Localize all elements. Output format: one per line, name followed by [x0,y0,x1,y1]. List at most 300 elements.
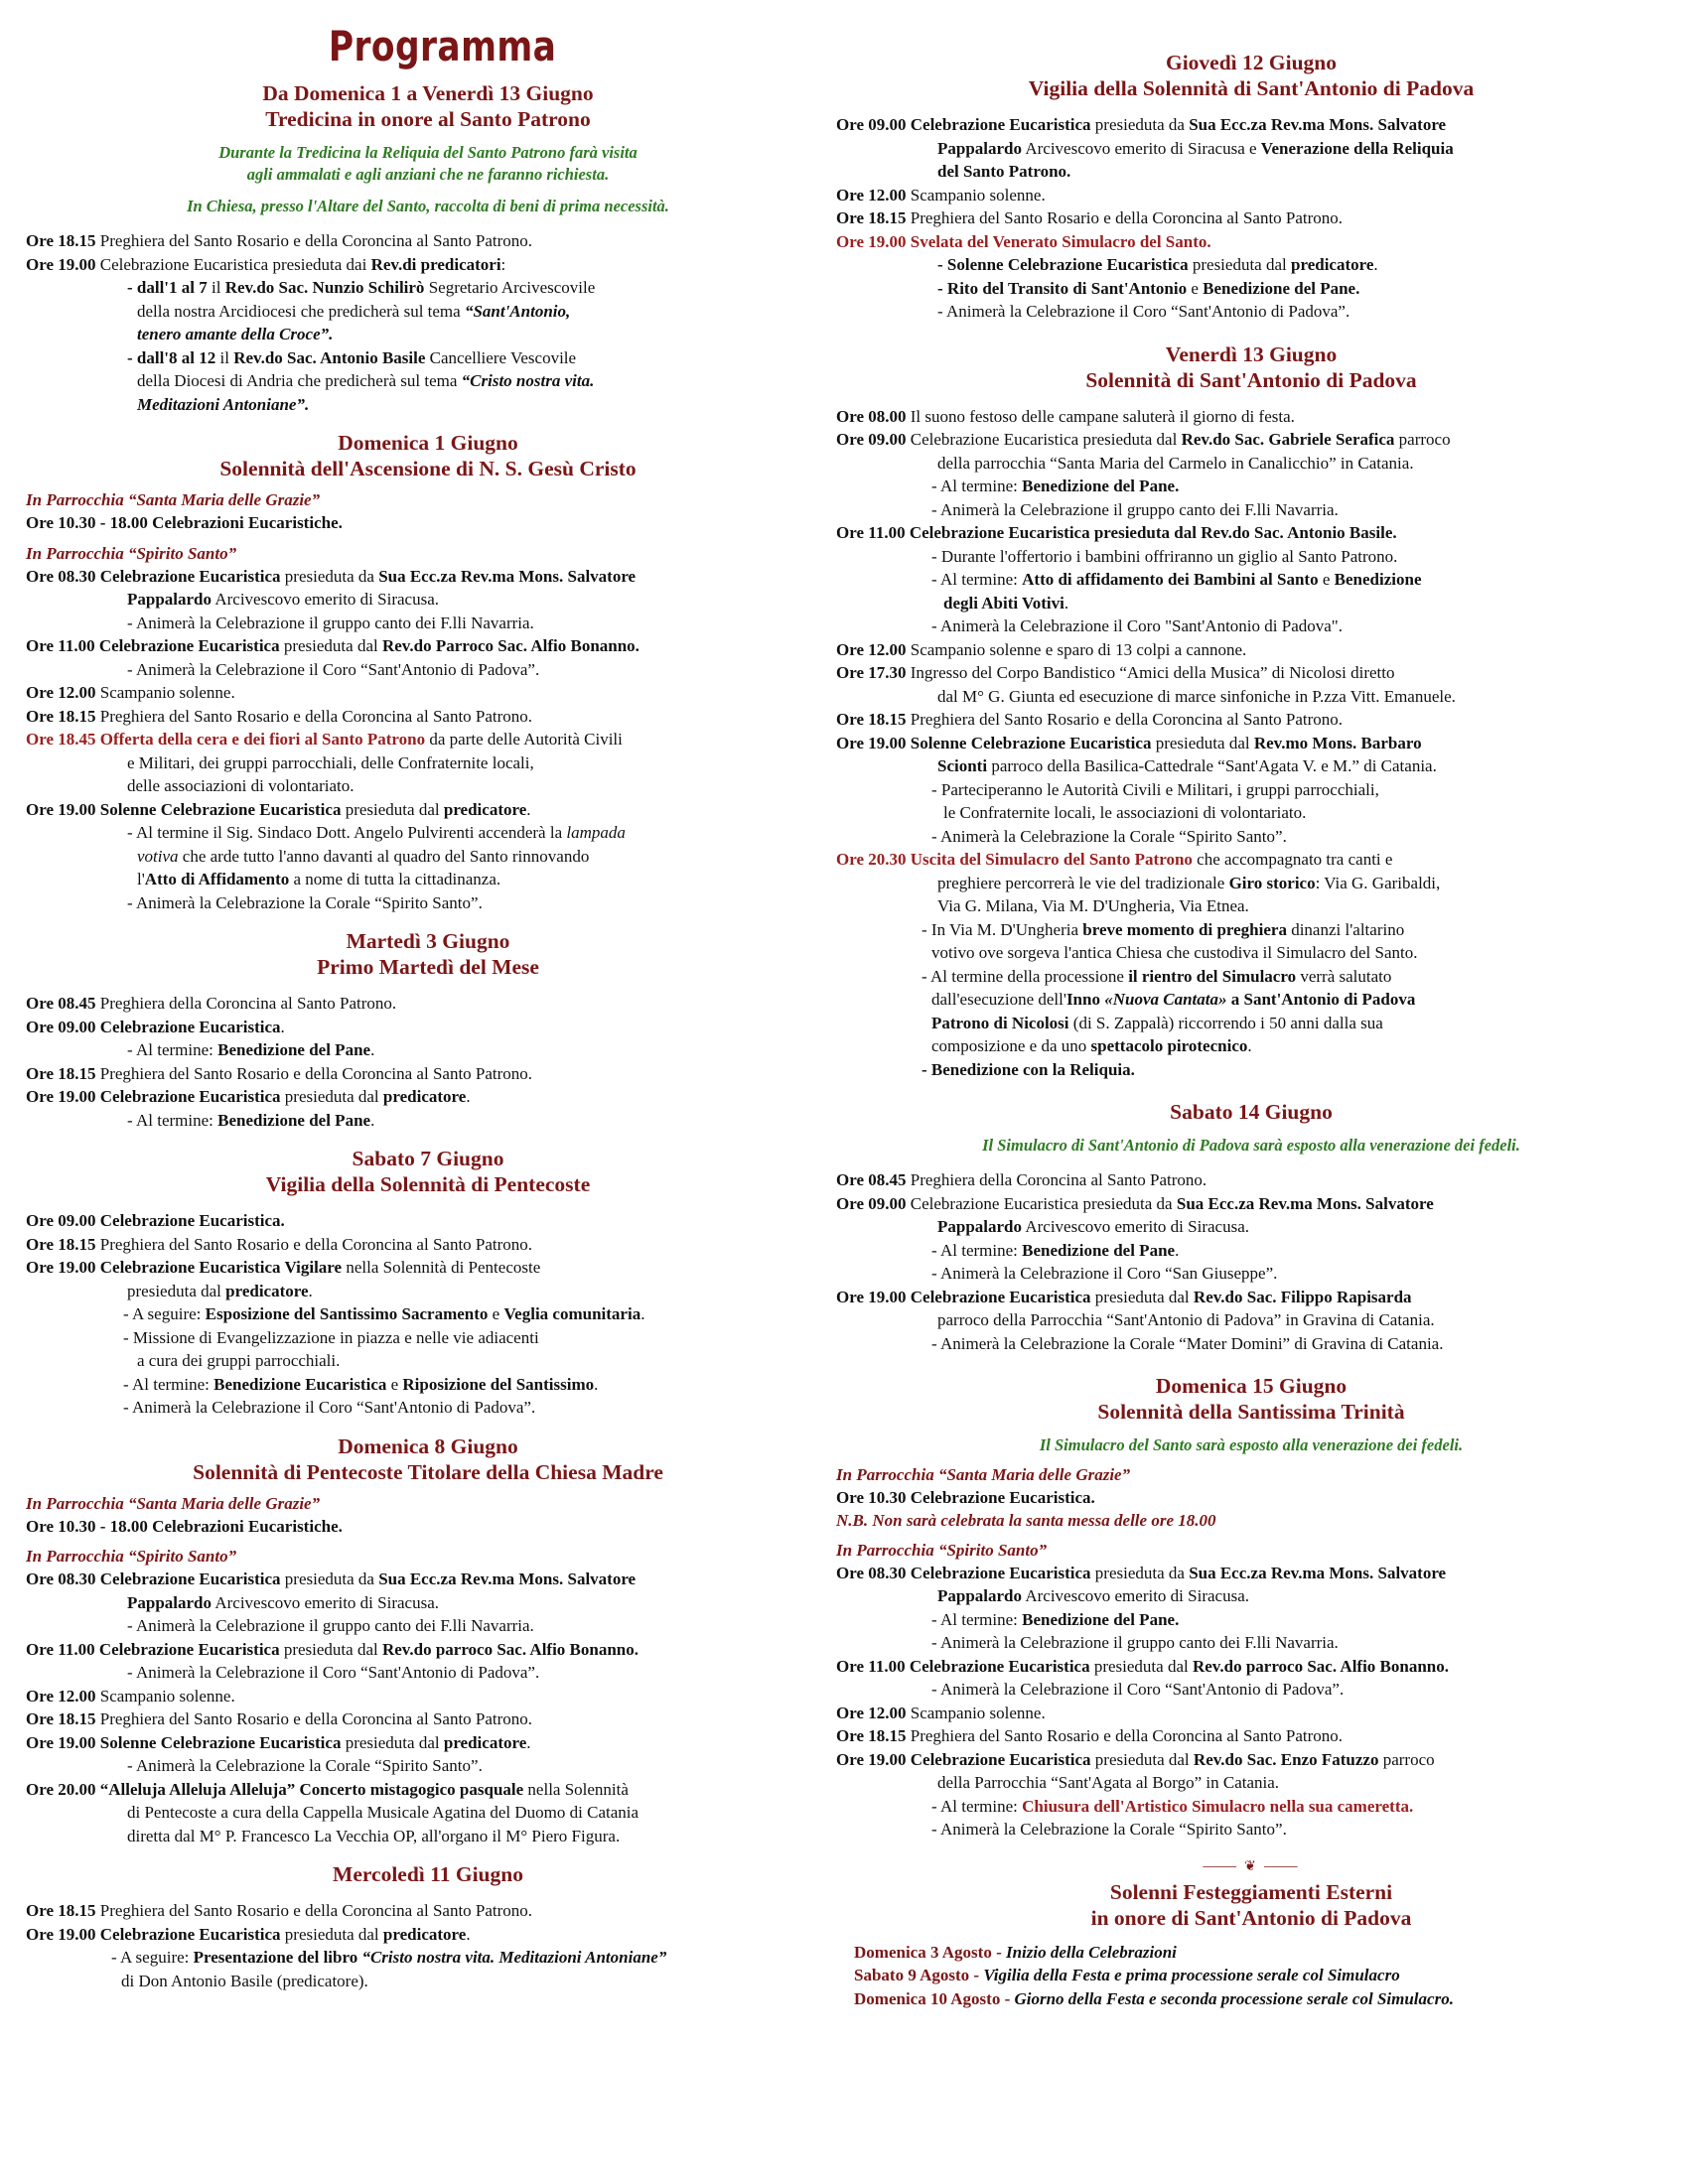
schedule-text: Arcivescovo emerito di Siracusa. [214,1592,439,1612]
schedule-item: Via G. Milana, Via M. D'Ungheria, Via Etnea. [937,896,1249,915]
time-label: Ore 08.30 [26,1570,96,1588]
schedule-item: - Animerà la Celebrazione la Corale “Spirito Santo”. [931,826,1287,846]
section-heading: Mercoledì 11 Giugno [333,1862,523,1886]
schedule-text: - In Via M. D'Ungheria [922,919,1078,939]
schedule-text: Patrono di Nicolosi [931,1013,1069,1032]
schedule-text: Veglia comunitaria [503,1304,641,1323]
schedule-item [836,965,1666,989]
parish-label: In Parrocchia “Spirito Santo” [26,543,237,563]
event-item [836,1941,1666,1965]
schedule-item [836,1215,1666,1239]
note-line: Durante la Tredicina la Reliquia del Santo Patrono farà visita [218,143,638,162]
time-label: Ore 08.30 [26,566,96,586]
parish-label: In Parrocchia “Santa Maria delle Grazie” [26,490,321,509]
schedule-item: parroco della Parrocchia “Sant'Antonio di Padova” in Gravina di Catania. [937,1310,1435,1329]
schedule-text: e [492,1304,500,1323]
schedule-text: Preghiera del Santo Rosario e della Coroncina al Santo Patrono. [99,1901,533,1920]
page-title: Programma [328,22,557,70]
section-sabato-7-giugno [26,1146,830,1420]
schedule-text: presieduta da [1094,115,1185,134]
schedule-item [26,1707,830,1731]
schedule-text: parroco [1398,430,1451,449]
time-label: Ore 08.45 [26,994,96,1013]
schedule-text: Celebrazione Eucaristica [98,1639,280,1659]
schedule-text: predicatore [443,799,527,819]
time-label: Ore 12.00 [836,639,907,659]
schedule-text: Preghiera del Santo Rosario e della Coroncina al Santo Patrono. [910,208,1344,227]
schedule-text: della Diocesi di Andria che predicherà sul tema [137,371,458,390]
schedule-item [836,475,1666,498]
schedule-list [26,1899,830,1992]
time-label: Ore 08.45 [836,1170,907,1189]
schedule-text: presieduta da [284,1570,374,1588]
schedule-item: composizione e da uno spettacolo pirotecnico. [931,1036,1252,1055]
schedule-item: Meditazioni Antoniane”. [137,394,310,414]
schedule-text: - Al termine della processione [922,966,1124,986]
schedule-text: Celebrazione Eucaristica. [99,1211,285,1230]
schedule-item [836,1192,1666,1216]
note-text: Il Simulacro del Santo sarà esposto alla venerazione dei fedeli. [1039,1435,1464,1454]
schedule-text: votiva [137,846,179,866]
schedule-item [26,1685,830,1708]
schedule-text: Rev.do Sac. Nunzio Schilirò [224,278,425,297]
time-label: Ore 18.15 [26,1709,96,1728]
schedule-text: Scampanio solenne. [99,683,235,702]
schedule-item: Ore 19.00 Solenne Celebrazione Eucaristica presieduta dal predicatore. [26,799,531,819]
schedule-text: Pappalardo [937,1217,1023,1236]
schedule-item [26,1062,830,1086]
schedule-item [836,1012,1666,1035]
section-heading: Solenni Festeggiamenti Esterni [1109,1879,1393,1904]
schedule-text: - Al termine: [123,1374,210,1394]
schedule-item [836,568,1666,592]
schedule-text: Celebrazione Eucaristica presieduta dai [99,254,367,274]
schedule-text: presieduta da [284,566,374,586]
schedule-text: Rev.do Sac. Enzo Fatuzzo [1193,1749,1379,1769]
schedule-item: votivo ove sorgeva l'antica Chiesa che custodiva il Simulacro del Santo. [931,943,1418,962]
schedule-text: Celebrazione Eucaristica. [910,1488,1095,1507]
schedule-text: Pappalardo [127,1592,213,1612]
schedule-item [836,184,1666,207]
schedule-item [26,1256,830,1280]
time-label: Ore 19.00 [26,1087,96,1106]
time-label: Ore 19.00 [836,1287,907,1306]
schedule-item: - Animerà la Celebrazione il gruppo canto dei F.lli Navarria. [127,613,534,632]
time-label: Ore 10.30 - 18.00 [26,513,148,532]
schedule-item: - Animerà la Celebrazione il gruppo canto dei F.lli Navarria. [931,499,1339,519]
schedule-item: Ore 19.00 Celebrazione Eucaristica presieduta dai Rev.di predicatori: [26,254,506,274]
section-venerdi-13-giugno [836,341,1666,1082]
schedule-text: Preghiera del Santo Rosario e della Coroncina al Santo Patrono. [99,1709,533,1728]
note-text: Il Simulacro di Sant'Antonio di Padova sarà esposto alla venerazione dei fedeli. [982,1136,1520,1155]
schedule-item [836,661,1666,685]
schedule-text: Benedizione del Pane [217,1110,371,1130]
left-column [26,22,830,1992]
time-label: Ore 11.00 [836,523,906,542]
schedule-text: Celebrazione Eucaristica [910,1287,1091,1306]
schedule-item [26,868,830,891]
schedule-item: della parrocchia “Santa Maria del Carmelo in Canalicchio” in Catania. [937,453,1414,473]
section-heading: Domenica 15 Giugno [1155,1374,1348,1398]
event-date: Sabato 9 Agosto - [854,1966,980,1984]
schedule-item: diretta dal M° P. Francesco La Vecchia OP, all'organo il M° Piero Figura. [127,1826,621,1845]
schedule-item: - Al termine: Benedizione del Pane. [931,1240,1180,1260]
time-label: Ore 09.00 [836,430,907,449]
section-giovedi-12-giugno [836,50,1666,324]
schedule-text: Rev.do parroco Sac. Alfio Bonanno. [381,1639,639,1659]
schedule-item: - Animerà la Celebrazione il Coro “San Giuseppe”. [931,1264,1278,1283]
schedule-item: - Animerà la Celebrazione il Coro “Sant'Antonio di Padova”. [931,1680,1345,1699]
schedule-item [26,300,830,324]
schedule-text: presieduta dal [1192,255,1287,274]
schedule-item: delle associazioni di volontariato. [127,776,355,795]
section-subheading: Solennità di Sant'Antonio di Padova [1085,367,1417,392]
schedule-item [26,1946,830,1970]
time-label: Ore 11.00 [26,636,95,655]
event-item [836,1987,1666,2011]
schedule-item: - Durante l'offertorio i bambini offriranno un giglio al Santo Patrono. [931,546,1398,566]
schedule-text: Arcivescovo emerito di Siracusa. [214,590,439,609]
schedule-text: il [212,278,221,297]
schedule-item: - Animerà la Celebrazione il Coro “Sant'Antonio di Padova”. [123,1398,536,1417]
schedule-item: - Animerà la Celebrazione la Corale “Spirito Santo”. [127,892,483,912]
section-heading: Domenica 1 Giugno [338,431,518,455]
schedule-text: presieduta dal [345,799,440,819]
schedule-item: del Santo Patrono. [937,162,1071,181]
schedule-item: Ore 19.00 Celebrazione Eucaristica presieduta dal predicatore. [26,1924,471,1944]
schedule-text: - A seguire: [111,1948,190,1967]
section-tredicina [26,80,830,416]
schedule-text: preghiere percorrerà le vie del tradizionale [937,873,1225,892]
schedule-text: presieduta dal [345,1732,440,1752]
schedule-text: Celebrazione Eucaristica [99,1570,281,1588]
schedule-text: - Al termine: [931,477,1018,495]
schedule-item [26,1568,830,1591]
schedule-item [836,230,1666,254]
schedule-text: Arcivescovo emerito di Siracusa. [1025,1217,1249,1236]
schedule-text: presieduta da [1094,1563,1185,1582]
parish-label: In Parrocchia “Santa Maria delle Grazie” [26,1493,321,1513]
schedule-text: Scampanio solenne e sparo di 13 colpi a cannone. [910,639,1247,659]
schedule-text: Celebrazione Eucaristica [910,1563,1091,1582]
time-label: Ore 19.00 [26,1732,96,1752]
nb-note: N.B. Non sarà celebrata la santa messa delle ore 18.00 [836,1510,1216,1530]
schedule-text: Benedizione del Pane [1022,1240,1176,1260]
schedule-text: degli Abiti Votivi [943,593,1064,613]
section-heading: Sabato 14 Giugno [1170,1100,1333,1124]
time-label: Ore 20.30 [836,850,907,869]
schedule-item [836,872,1666,895]
time-label: Ore 12.00 [836,1703,907,1722]
schedule-text: “Sant'Antonio, [464,301,571,321]
schedule-text: - Al termine: [931,570,1018,589]
event-item [836,1964,1666,1987]
schedule-text: Celebrazione Eucaristica [98,636,280,655]
schedule-item [26,1233,830,1257]
parish-label: In Parrocchia “Santa Maria delle Grazie” [836,1465,1131,1484]
schedule-text: Solenne Celebrazione Eucaristica [99,1732,342,1752]
time-label: Ore 19.00 [836,733,907,752]
section-heading: Da Domenica 1 a Venerdì 13 Giugno [262,81,594,105]
schedule-item [836,113,1666,137]
schedule-text: l' [137,870,145,888]
note-text: In Chiesa, presso l'Altare del Santo, raccolta di beni di prima necessità. [187,197,669,215]
time-label: Ore 19.00 [836,231,907,251]
note-text [26,142,830,186]
schedule-text: Venerazione della Reliquia [1260,138,1454,158]
schedule-text: Rev.do parroco Sac. Alfio Bonanno. [1192,1656,1450,1676]
time-label: Ore 10.30 [836,1488,907,1507]
section-heading: Domenica 8 Giugno [338,1433,518,1458]
schedule-text: il [219,347,229,367]
schedule-item: Ore 09.00 Celebrazione Eucaristica. [26,1017,285,1036]
schedule-list [26,1209,830,1420]
time-label: Ore 18.15 [26,1901,96,1920]
schedule-text: “Cristo nostra vita. Meditazioni Antoniane” [361,1948,667,1967]
schedule-text: presieduta dal [283,636,378,655]
section-heading: Venerdì 13 Giugno [1165,341,1338,366]
schedule-item [836,918,1666,942]
schedule-text: Atto di Affidamento [144,870,290,888]
schedule-item: - Parteciperanno le Autorità Civili e Militari, i gruppi parrocchiali, [931,779,1379,799]
section-subheading: Vigilia della Solennità di Sant'Antonio di Padova [1028,76,1475,100]
schedule-text: Pappalardo [937,138,1023,158]
schedule-text: Rev.do Sac. Antonio Basile [233,347,426,367]
schedule-text: Scampanio solenne. [910,1703,1046,1722]
schedule-item [836,1702,1666,1725]
schedule-text: verrà salutato [1300,966,1392,986]
schedule-item: - Animerà la Celebrazione il Coro “Sant'Antonio di Padova”. [127,659,540,679]
time-label: Ore 12.00 [26,1686,96,1706]
schedule-text: Celebrazione Eucaristica presieduta da [910,1193,1173,1213]
schedule-item [26,845,830,869]
schedule-text: nella Solennità di Pentecoste [346,1258,541,1277]
schedule-item [836,1486,1666,1510]
schedule-text: che accompagnato tra canti e [1197,850,1393,869]
schedule-text: Segretario Arcivescovile [428,278,596,297]
schedule-item: - Animerà la Celebrazione la Corale “Spirito Santo”. [127,1756,483,1775]
schedule-item [836,848,1666,872]
schedule-text: : Via G. Garibaldi, [1315,873,1441,892]
schedule-text: Celebrazione Eucaristica [99,1087,281,1106]
schedule-text: Preghiera del Santo Rosario e della Coroncina al Santo Patrono. [99,706,533,726]
schedule-text: Arcivescovo emerito di Siracusa e [1025,138,1257,158]
schedule-text: Celebrazione Eucaristica [99,1017,281,1036]
schedule-text: Sua Ecc.za Rev.ma Mons. Salvatore [378,1570,637,1588]
parish-label: In Parrocchia “Spirito Santo” [26,1547,237,1566]
schedule-text: presieduta dal [283,1639,378,1659]
schedule-text: Celebrazione Eucaristica Vigilare [99,1258,343,1277]
schedule-text: Benedizione Eucaristica [213,1374,387,1394]
schedule-text: Presentazione del libro [193,1948,358,1967]
schedule-text: presieduta dal [1093,1656,1189,1676]
schedule-text: spettacolo pirotecnico [1090,1036,1248,1055]
schedule-item: presieduta dal predicatore. [127,1281,313,1300]
section-subheading: Primo Martedì del Mese [317,955,539,979]
schedule-item [26,511,830,535]
schedule-text: Rev.do Parroco Sac. Alfio Bonanno. [381,636,639,655]
schedule-text: Benedizione del Pane. [1022,1609,1180,1629]
ornament-divider: ⸻ ❦ ⸻ [1202,1858,1301,1874]
time-label: Ore 10.30 - 18.00 [26,1516,148,1536]
schedule-text: Preghiera del Santo Rosario e della Coroncina al Santo Patrono. [910,1726,1344,1745]
time-label: Ore 19.00 [836,1749,907,1769]
schedule-item [26,728,830,751]
schedule-item: a cura dei gruppi parrocchiali. [137,1351,341,1370]
schedule-text: il rientro del Simulacro [1128,966,1297,986]
schedule-text: presieduta dal [284,1924,379,1944]
schedule-text: presieduta dal [1094,1749,1190,1769]
section-festeggiamenti-esterni [836,1879,1666,2011]
schedule-text: breve momento di preghiera [1082,919,1287,939]
right-column [836,22,1666,2010]
schedule-text: e [1322,570,1331,589]
time-label: Ore 09.00 [836,115,907,134]
schedule-text: Pappalardo [127,590,213,609]
schedule-item [836,1655,1666,1679]
schedule-text: parroco [1382,1749,1435,1769]
schedule-item [836,277,1666,301]
time-label: Ore 19.00 [26,1924,96,1944]
schedule-text: (di S. Zappalà) riccorrendo i 50 anni dalla sua [1072,1013,1383,1032]
schedule-item [836,521,1666,545]
schedule-item: - A seguire: Esposizione del Santissimo Sacramento e Veglia comunitaria. [123,1304,645,1323]
time-label: Ore 18.15 [836,208,907,227]
schedule-text: Il suono festoso delle campane saluterà il giorno di festa. [910,406,1295,426]
schedule-item [26,705,830,729]
schedule-text: Preghiera del Santo Rosario e della Coroncina al Santo Patrono. [910,710,1344,729]
schedule-text: presieduta dal [284,1087,379,1106]
schedule-item [836,988,1666,1012]
schedule-text: predicatore [382,1924,467,1944]
schedule-text: Rev.do Sac. Filippo Rapisarda [1193,1287,1412,1306]
schedule-item: Ore 19.00 Solenne Celebrazione Eucaristica presieduta dal predicatore. [26,1732,531,1752]
schedule-item [26,565,830,589]
section-domenica-8-giugno [26,1433,830,1848]
schedule-item [836,1748,1666,1772]
schedule-item: dal M° G. Giunta ed esecuzione di marce sinfoniche in P.zza Vitt. Emanuele. [937,686,1456,706]
time-label: Ore 18.15 [26,231,96,250]
schedule-item [26,1778,830,1802]
schedule-text: Ingresso del Corpo Bandistico “Amici della Musica” di Nicolosi diretto [910,663,1395,682]
schedule-text: Benedizione [1334,570,1422,589]
schedule-item: - Animerà la Celebrazione la Corale “Spirito Santo”. [931,1820,1287,1839]
schedule-item: - Animerà la Celebrazione la Corale “Mater Domini” di Gravina di Catania. [931,1333,1444,1353]
schedule-text: Riposizione del Santissimo [402,1374,595,1394]
section-heading: Martedì 3 Giugno [346,929,510,953]
schedule-text: Svelata del Venerato Simulacro del Santo. [910,231,1211,251]
schedule-text: Solenne Celebrazione Eucaristica [99,799,342,819]
event-date: Domenica 3 Agosto - [854,1942,1002,1962]
schedule-text: composizione e da uno [931,1036,1087,1055]
event-date: Domenica 10 Agosto - [854,1988,1011,2008]
schedule-item [836,1724,1666,1748]
schedule-item: - Missione di Evangelizzazione in piazza e nelle vie adiacenti [123,1327,539,1347]
schedule-text: Uscita del Simulacro del Santo Patrono [910,850,1193,869]
schedule-text: Preghiera del Santo Rosario e della Coroncina al Santo Patrono. [99,1234,533,1254]
schedule-item: - Animerà la Celebrazione il Coro “Sant'Antonio di Padova”. [937,302,1350,321]
schedule-item [26,229,830,253]
schedule-text: «Nuova Cantata» [1104,990,1227,1009]
schedule-item [836,1286,1666,1309]
schedule-text: Celebrazione Eucaristica [910,115,1091,134]
schedule-text: predicatore [1291,255,1374,274]
time-label: Ore 18.15 [836,710,907,729]
schedule-text: Arcivescovo emerito di Siracusa. [1025,1586,1249,1605]
schedule-item [836,206,1666,230]
schedule-text: Sua Ecc.za Rev.ma Mons. Salvatore [1176,1193,1434,1213]
schedule-text: - Rito del Transito di Sant'Antonio [937,278,1188,298]
schedule-text: “Alleluja Alleluja Alleluja” Concerto mistagogico pasquale [99,1779,524,1799]
schedule-text: Celebrazione Eucaristica [910,1749,1091,1769]
schedule-item [836,1584,1666,1608]
schedule-text: Offerta della cera e dei fiori al Santo Patrono [99,730,426,749]
schedule-item: - Al termine: Benedizione del Pane. [127,1040,375,1059]
schedule-item [26,681,830,705]
schedule-text: lampada [566,823,626,842]
time-label: Ore 18.45 [26,730,96,749]
schedule-text: Inno [1065,990,1100,1009]
schedule-item: - Animerà la Celebrazione il Coro "Sant'Antonio di Padova". [931,616,1343,635]
schedule-text: Preghiera della Coroncina al Santo Patrono. [99,994,397,1013]
event-list [836,1941,1666,2011]
schedule-text: Sua Ecc.za Rev.ma Mons. Salvatore [378,566,637,586]
schedule-item [836,732,1666,755]
note-line: agli ammalati e agli anziani che ne faranno richiesta. [246,165,610,184]
schedule-text: Celebrazione Eucaristica presieduta dal [910,430,1178,449]
schedule-text: a Sant'Antonio di Padova [1230,990,1416,1009]
schedule-item: - Al termine: Benedizione Eucaristica e Riposizione del Santissimo. [123,1374,599,1394]
schedule-text: dinanzi l'altarino [1291,919,1405,939]
schedule-text: presieduta dal [1094,1287,1190,1306]
section-domenica-1-giugno [26,430,830,914]
schedule-item: - Solenne Celebrazione Eucaristica presieduta dal predicatore. [937,255,1378,274]
schedule-text: Rev.di predicatori [370,254,501,274]
section-heading: Giovedì 12 Giugno [1165,51,1338,74]
schedule-text: Celebrazioni Eucaristiche. [152,1516,343,1536]
section-subheading: Solennità della Santissima Trinità [1097,1400,1405,1424]
schedule-text: Esposizione del Santissimo Sacramento [205,1304,489,1323]
schedule-item [836,405,1666,429]
schedule-list [836,1168,1666,1355]
schedule-item: di Don Antonio Basile (predicatore). [121,1971,368,1990]
schedule-item [836,1168,1666,1192]
parish-label: In Parrocchia “Spirito Santo” [836,1540,1048,1560]
schedule-item: Ore 19.00 Celebrazione Eucaristica presieduta dal predicatore. [26,1087,471,1106]
schedule-list [836,405,1666,1082]
schedule-text: Benedizione del Pane [217,1040,371,1059]
schedule-item [26,1899,830,1923]
time-label: Ore 12.00 [836,185,907,205]
schedule-text: - dall'8 al 12 [127,347,216,367]
schedule-item [26,588,830,612]
schedule-text: - Al termine: [931,1240,1018,1260]
schedule-text: Celebrazione Eucaristica [99,566,281,586]
time-label: Ore 17.30 [836,663,907,682]
schedule-item [26,369,830,393]
schedule-text: - Al termine: [931,1609,1018,1629]
time-label: Ore 09.00 [26,1017,96,1036]
schedule-text: Atto di affidamento dei Bambini al Santo [1022,570,1319,589]
schedule-text: Cancelliere Vescovile [429,347,577,367]
time-label: Ore 19.00 [26,799,96,819]
time-label: Ore 11.00 [836,1656,906,1676]
schedule-text: predicatore [443,1732,527,1752]
schedule-item [836,1795,1666,1819]
schedule-text: - Al termine: [127,1110,213,1130]
section-subheading: in onore di Sant'Antonio di Padova [1090,1905,1412,1930]
time-label: Ore 18.15 [26,1063,96,1083]
